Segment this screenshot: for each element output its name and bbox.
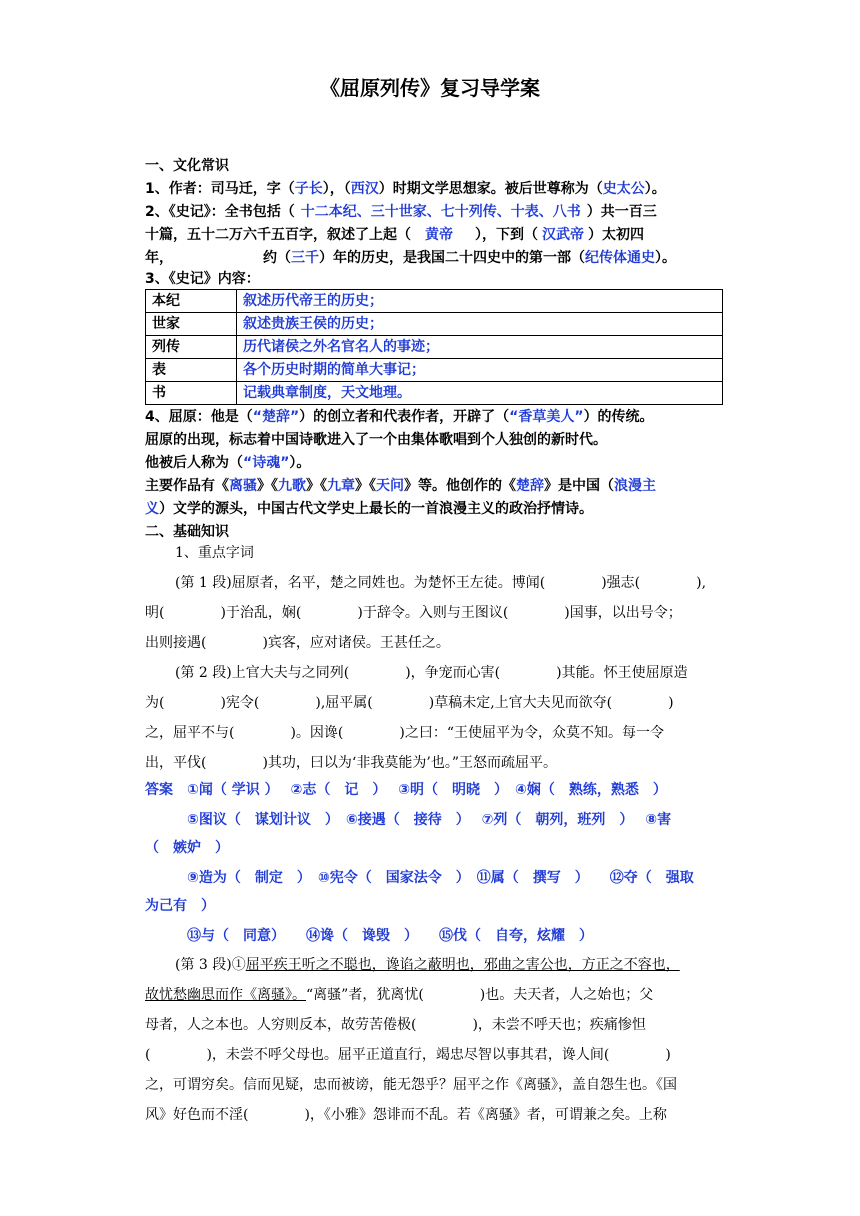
table-row: 世家 叙述贵族王侯的历史； bbox=[146, 313, 723, 336]
item3-label: 3、《史记》内容： bbox=[145, 271, 260, 287]
paragraph-2: (第 2 段)上官大夫与之同列( )，争宠而心害( )其能。怀王使屈原造 为( )宪令( ),屈平属( )草稿未定,上官大夫见而欲夺( ) 之，屈平不与( )。因谗( )之曰：“王使屈平为令，众莫不知。每一令 出，平伐( )其功，曰以为‘非我莫能为’也。”王怒而疏屈平。 bbox=[145, 665, 688, 771]
item2-line3: 年， 约（三千）年的历史，是我国二十四史中的第一部（纪传体通史）。 bbox=[145, 250, 676, 266]
works-line1: 主要作品有《离骚》《九歌》《九章》《天问》等。他创作的《楚辞》是中国（浪漫主 bbox=[145, 478, 656, 494]
section1-heading: 一、文化常识 bbox=[145, 158, 229, 174]
section2-heading: 二、基础知识 bbox=[145, 524, 229, 540]
table-row: 列传 历代诸侯之外名官名人的事迹； bbox=[146, 336, 723, 359]
item4-quyuan: 4、屈原：他是（“楚辞”）的创立者和代表作者，开辟了（“香草美人”）的传统。 bbox=[145, 409, 654, 425]
answer-block: 答案 ①闻（ 学识 ） ②志（ 记 ） ③明（ 明晓 ） ④娴（ 熟练，熟悉 ） ⑤图议（ 谋划计议 ） ⑥接遇（ 接待 ） ⑦列（ 朝列，班列 ） ⑧害 （ 嫉妒 ） ⑨造为（ 制定 ） ⑩宪令（ 国家法令 ） ⑪属（ 撰写 ） ⑫夺（ 强取 为己有 ） ⑬与（ 同意） ⑭谗（ 谗毁 ） ⑮伐（ 自夸，炫耀 ） bbox=[145, 782, 694, 944]
works-line2: 义）文学的源头，中国古代文学史上最长的一首浪漫主义的政治抒情诗。 bbox=[145, 501, 593, 517]
item2-line2: 十篇，五十二万六千五百字，叙述了上起（ 黄帝 ），下到（ 汉武帝 ）太初四 bbox=[145, 227, 644, 243]
item2-line1: 2、《史记》：全书包括（ 十二本纪、三十世家、七十列传、十表、八书 ）共一百三 bbox=[145, 204, 657, 220]
paragraph-3: (第 3 段)①屈平疾王听之不聪也，谗谄之蔽明也，邪曲之害公也，方正之不容也， 故忧愁幽思而作《离骚》。“离骚”者，犹离忧( )也。夫天者，人之始也；父 母者，人之本也。人穷则反本，故劳苦倦极( )，未尝不呼天也；疾痛惨怛 ( )，未尝不呼父母也。屈平正道直行，竭忠尽智以事其君，谗人间( ) 之，可谓穷矣。信而见疑，忠而被谤，能无怨乎？屈平之作《离骚》，盖自怨生也。《国 风》好色而不淫( )，《小雅》怨诽而不乱。若《离骚》者，可谓兼之矣。上称 bbox=[145, 957, 680, 1123]
item4-line3: 他被后人称为（“诗魂”）。 bbox=[145, 455, 311, 471]
table-row: 表 各个历史时期的简单大事记； bbox=[146, 359, 723, 382]
item4-line2: 屈原的出现，标志着中国诗歌进入了一个由集体歌唱到个人独创的新时代。 bbox=[145, 432, 607, 448]
shiji-content-table bbox=[145, 289, 723, 405]
table-row: 书 记载典章制度，天文地理。 bbox=[146, 382, 723, 405]
page-title: 《屈原列传》复习导学案 bbox=[320, 76, 540, 100]
item1-author: 1、作者：司马迁，字（子长），（西汉）时期文学思想家。被后世尊称为（史太公）。 bbox=[145, 181, 666, 197]
subheading-key-words: 1、重点字词 bbox=[175, 545, 254, 561]
table-row: 本纪 叙述历代帝王的历史； bbox=[146, 290, 723, 313]
paragraph-1: (第 1 段)屈原者，名平，楚之同姓也。为楚怀王左徒。博闻( )强志( ), 明( )于治乱，娴( )于辞令。入则与王图议( )国事，以出号令； 出则接遇( )宾客，应对诸侯。王甚任之。 bbox=[145, 575, 707, 651]
